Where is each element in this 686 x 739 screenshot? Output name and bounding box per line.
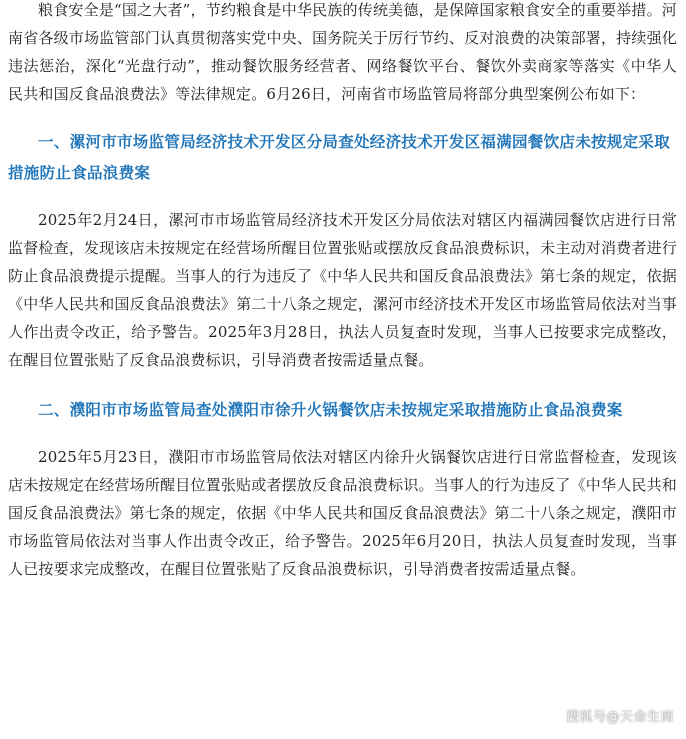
case1-heading: 一、漯河市市场监管局经济技术开发区分局查处经济技术开发区福满园餐饮店未按规定采取措施防止食品浪费案: [8, 132, 671, 182]
case1-paragraph: 2025年2月24日，漯河市市场监管局经济技术开发区分局依法对辖区内福满园餐饮店进行日常监督检查，发现该店未按规定在经营场所醒目位置张贴或摆放反食品浪费标识，未主动对消费者进行防止食品浪费提示提醒。当事人的行为违反了《中华人民共和国反食品浪费法》第七条的规定，依据《中华人民共和国反食品浪费法》第二十八条之规定，漯河市经济技术开发区市场监管局依法对当事人作出责令改正，给予警告。2025年3月28日，执法人员复查时发现，当事人已按要求完成整改，在醒目位置张贴了反食品浪费标识，引导消费者按需适量点餐。: [8, 211, 677, 369]
watermark: 搜狐号@天命生商: [565, 710, 674, 725]
case2-heading: 二、濮阳市市场监管局查处濮阳市徐升火锅餐饮店未按规定采取措施防止食品浪费案: [38, 400, 623, 419]
case2-paragraph: 2025年5月23日，濮阳市市场监管局依法对辖区内徐升火锅餐饮店进行日常监督检查，发现该店未按规定在经营场所醒目位置张贴或者摆放反食品浪费标识。当事人的行为违反了《中华人民共和国反食品浪费法》第七条的规定，依据《中华人民共和国反食品浪费法》第二十八条之规定，濮阳市市场监管局依法对当事人作出责令改正，给予警告。2025年6月20日，执法人员复查时发现，当事人已按要求完成整改，在醒目位置张贴了反食品浪费标识，引导消费者按需适量点餐。: [8, 448, 677, 578]
intro-paragraph: 粮食安全是“国之大者”，节约粮食是中华民族的传统美德，是保障国家粮食安全的重要举措。河南省各级市场监管部门认真贯彻落实党中央、国务院关于厉行节约、反对浪费的决策部署，持续强化违法惩治，深化“光盘行动”，推动餐饮服务经营者、网络餐饮平台、餐饮外卖商家等落实《中华人民共和国反食品浪费法》等法律规定。6月26日，河南省市场监管局将部分典型案例公布如下：: [8, 1, 677, 103]
